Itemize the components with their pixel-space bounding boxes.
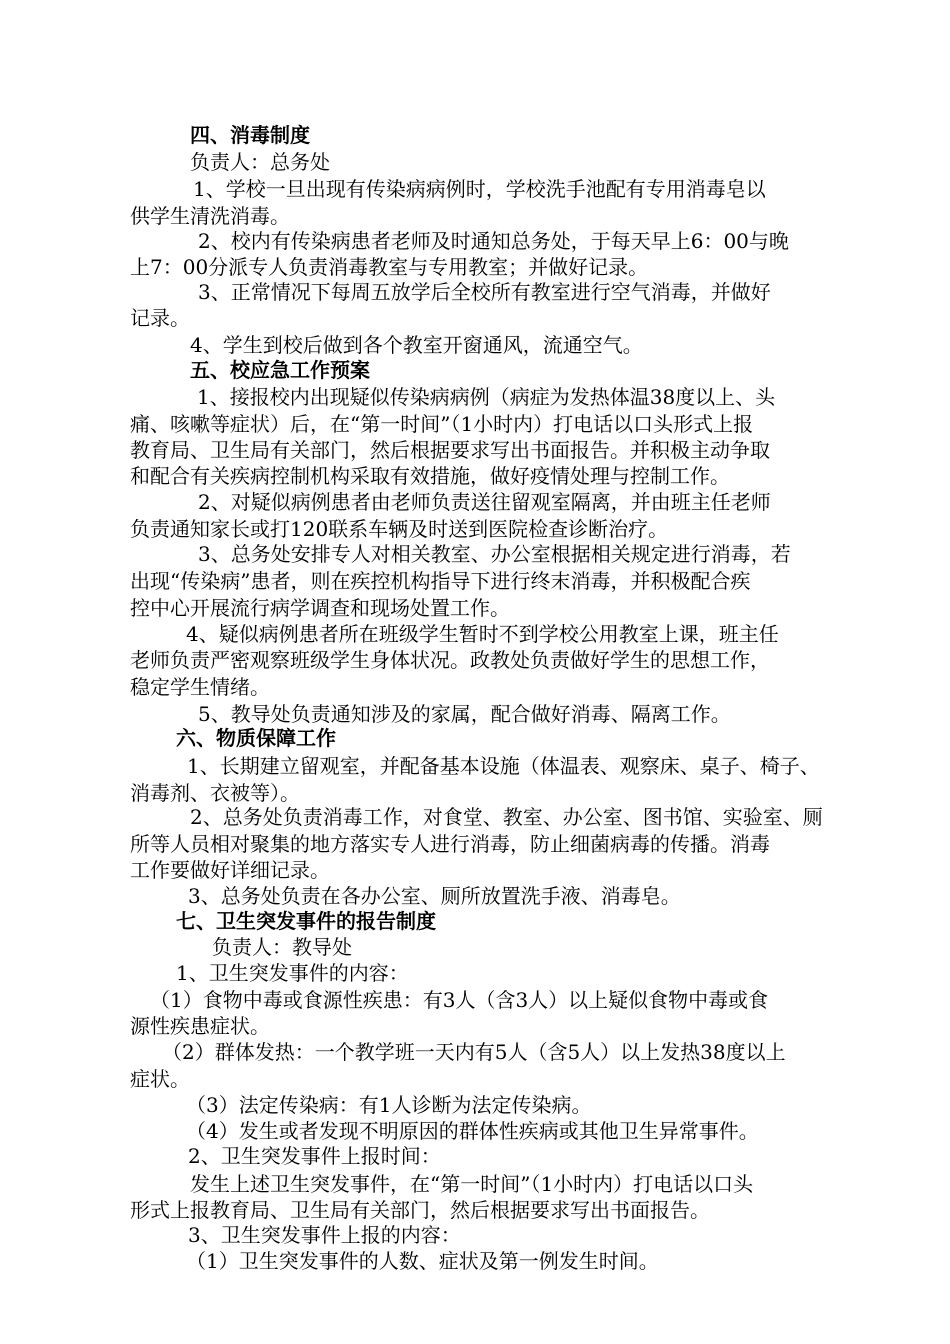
paragraph-line: 稳定学生情绪。 <box>130 675 270 699</box>
paragraph-line: （1）卫生突发事件的人数、症状及第一例发生时间。 <box>186 1249 659 1273</box>
paragraph-line: 1、长期建立留观室，并配备基本设施（体温表、观察床、桌子、椅子、 <box>187 754 820 778</box>
paragraph-line: 出现“传染病”患者，则在疾控机构指导下进行终末消毒，并积极配合疾 <box>130 569 751 593</box>
paragraph-line: 2、卫生突发事件上报时间： <box>188 1144 441 1168</box>
paragraph-line: 和配合有关疾病控制机构采取有效措施，做好疫情处理与控制工作。 <box>130 464 730 488</box>
paragraph-line: 教育局、卫生局有关部门，然后根据要求写出书面报告。并积极主动争取 <box>130 438 770 462</box>
paragraph-line: 5、教导处负责通知涉及的家属，配合做好消毒、隔离工作。 <box>198 702 731 726</box>
paragraph-line: 2、对疑似病例患者由老师负责送往留观室隔离，并由班主任老师 <box>198 490 771 514</box>
paragraph-line: 负责人：教导处 <box>212 935 352 959</box>
paragraph-line: 负责通知家长或打120联系车辆及时送到医院检查诊断治疗。 <box>130 517 669 541</box>
paragraph-line: 3、卫生突发事件上报的内容： <box>188 1223 461 1247</box>
paragraph-line: 上7：00分派专人负责消毒教室与专用教室；并做好记录。 <box>130 255 649 279</box>
paragraph-line: 形式上报教育局、卫生局有关部门，然后根据要求写出书面报告。 <box>130 1198 710 1222</box>
paragraph-line: 1、接报校内出现疑似传染病病例（病症为发热体温38度以上、头 <box>197 385 776 409</box>
paragraph-line: （2）群体发热：一个教学班一天内有5人（含5人）以上发热38度以上 <box>162 1040 786 1064</box>
paragraph-line: 所等人员相对聚集的地方落实专人进行消毒，防止细菌病毒的传播。消毒 <box>130 832 770 856</box>
paragraph-line: 记录。 <box>130 306 190 330</box>
paragraph-line: 2、校内有传染病患者老师及时通知总务处，于每天早上6：00与晚 <box>198 229 789 253</box>
paragraph-line: 发生上述卫生突发事件，在“第一时间”（1小时内）打电话以口头 <box>190 1172 754 1196</box>
paragraph-line: 负责人：总务处 <box>190 150 330 174</box>
paragraph-line: 工作要做好详细记录。 <box>130 858 330 882</box>
paragraph-line: 老师负责严密观察班级学生身体状况。政教处负责做好学生的思想工作， <box>130 648 770 672</box>
paragraph-line: （3）法定传染病：有1人诊断为法定传染病。 <box>186 1093 592 1117</box>
paragraph-line: 供学生清洗消毒。 <box>130 204 290 228</box>
paragraph-line: 痛、咳嗽等症状）后，在“第一时间”（1小时内）打电话以口头形式上报 <box>130 412 754 436</box>
section-heading: 四、消毒制度 <box>190 123 310 147</box>
section-heading: 六、物质保障工作 <box>176 726 336 750</box>
paragraph-line: （4）发生或者发现不明原因的群体性疾病或其他卫生异常事件。 <box>186 1119 759 1143</box>
paragraph-line: 4、学生到校后做到各个教室开窗通风，流通空气。 <box>190 333 643 357</box>
paragraph-line: 消毒剂、衣被等）。 <box>130 781 300 805</box>
paragraph-line: 1、学校一旦出现有传染病病例时，学校洗手池配有专用消毒皂以 <box>193 177 766 201</box>
section-heading: 五、校应急工作预案 <box>190 358 370 382</box>
section-heading: 七、卫生突发事件的报告制度 <box>176 909 436 933</box>
paragraph-line: （1）食物中毒或食源性疾患：有3人（含3人）以上疑似食物中毒或食 <box>150 988 769 1012</box>
paragraph-line: 症状。 <box>130 1067 190 1091</box>
paragraph-line: 源性疾患症状。 <box>130 1014 270 1038</box>
paragraph-line: 4、疑似病例患者所在班级学生暂时不到学校公用教室上课，班主任 <box>186 622 779 646</box>
paragraph-line: 3、总务处负责在各办公室、厕所放置洗手液、消毒皂。 <box>188 884 681 908</box>
paragraph-line: 1、卫生突发事件的内容： <box>176 961 409 985</box>
paragraph-line: 3、正常情况下每周五放学后全校所有教室进行空气消毒，并做好 <box>198 280 771 304</box>
paragraph-line: 2、总务处负责消毒工作，对食堂、教室、办公室、图书馆、实验室、厕 <box>190 805 823 829</box>
paragraph-line: 3、总务处安排专人对相关教室、办公室根据相关规定进行消毒，若 <box>198 542 791 566</box>
paragraph-line: 控中心开展流行病学调查和现场处置工作。 <box>130 596 510 620</box>
